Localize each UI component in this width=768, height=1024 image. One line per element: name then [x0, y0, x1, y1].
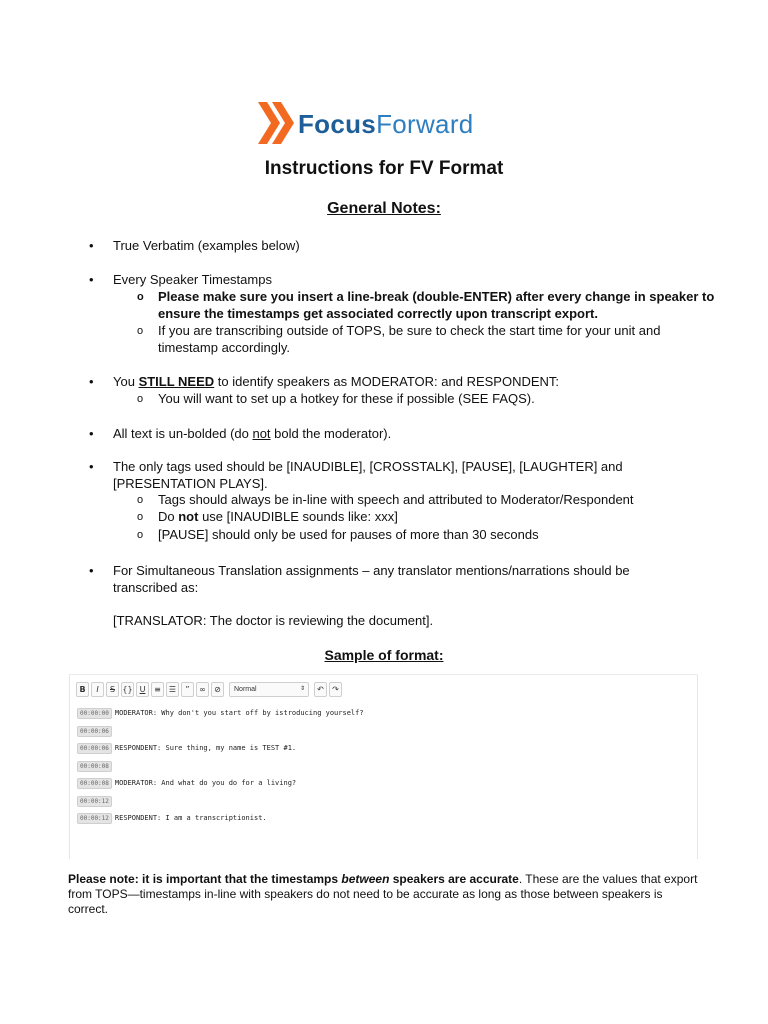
sub-bullet-icon: o	[137, 393, 144, 405]
sub-list-item: Please make sure you insert a line-break (double-ENTER) after every change in speaker to ensure the timestamps get associated correctly upon transcript export.	[158, 289, 715, 321]
underline-button[interactable]: U	[136, 682, 149, 697]
sub-bullet-icon: o	[137, 325, 144, 337]
list-item: The only tags used should be [INAUDIBLE], [CROSSTALK], [PAUSE], [LAUGHTER] and [PRESENTATION PLAYS].	[113, 459, 623, 491]
bullet-icon: •	[89, 563, 94, 578]
sub-bullet-icon: o	[137, 529, 144, 541]
editor-toolbar	[76, 681, 342, 697]
transcript-line: 00:00:00 MODERATOR: Why don't you start off by istroducing yourself?	[77, 708, 364, 719]
timestamp-badge[interactable]: 00:00:00	[77, 708, 112, 719]
transcript-line: 00:00:08 MODERATOR: And what do you do for a living?	[77, 778, 296, 789]
list-item: All text is un-bolded (do not bold the moderator).	[113, 426, 392, 441]
redo-button[interactable]: ↷	[329, 682, 342, 697]
bullet-icon: •	[89, 238, 94, 253]
general-notes-heading: General Notes:	[327, 200, 441, 217]
sub-list-item: Do not use [INAUDIBLE sounds like: xxx]	[158, 509, 398, 524]
sub-list-item: [PAUSE] should only be used for pauses of more than 30 seconds	[158, 527, 539, 542]
transcript-line	[77, 761, 115, 772]
link-icon[interactable]: ∞	[196, 682, 209, 697]
undo-button[interactable]: ↶	[314, 682, 327, 697]
sub-list-item: You will want to set up a hotkey for these if possible (SEE FAQS).	[158, 391, 535, 406]
logo-word-focus: Focus	[298, 109, 377, 139]
sub-list-item: If you are transcribing outside of TOPS, be sure to check the start time for your unit and timestamp accordingly.	[158, 323, 661, 355]
translator-example: [TRANSLATOR: The doctor is reviewing the document].	[113, 613, 434, 628]
transcript-line: 00:00:12 RESPONDENT: I am a transcriptionist.	[77, 813, 267, 824]
transcript-line	[77, 726, 115, 737]
bullet-icon: •	[89, 272, 94, 287]
sample-format-heading: Sample of format:	[324, 647, 444, 663]
list-item: True Verbatim (examples below)	[113, 238, 300, 253]
format-select[interactable]: Normal ⇕	[229, 682, 309, 697]
strikethrough-button[interactable]: S	[106, 682, 119, 697]
logo-word-forward: Forward	[376, 109, 474, 139]
sub-bullet-icon: o	[137, 494, 144, 506]
unlink-icon[interactable]: ⊘	[211, 682, 224, 697]
timestamp-badge[interactable]: 00:00:12	[77, 813, 112, 824]
bullet-icon: •	[89, 459, 94, 474]
timestamp-note: Please note: it is important that the timestamps between speakers are accurate. These are the values that export from TOPS—timestamps in-line with speakers do not need to be accurate as long as those between speakers is correct.	[68, 872, 698, 916]
sub-bullet-icon: o	[137, 511, 144, 523]
transcript-editor-sample	[69, 674, 698, 859]
timestamp-badge[interactable]: 00:00:08	[77, 761, 112, 772]
sub-bullet-icon: o	[137, 291, 144, 303]
timestamp-badge[interactable]: 00:00:12	[77, 796, 112, 807]
numbered-list-button[interactable]: ☰	[166, 682, 179, 697]
page-title: Instructions for FV Format	[264, 158, 504, 179]
list-item: Every Speaker Timestamps	[113, 272, 272, 287]
bold-button[interactable]: B	[76, 682, 89, 697]
italic-button[interactable]: I	[91, 682, 104, 697]
bullet-icon: •	[89, 374, 94, 389]
sub-list-item: Tags should always be in-line with speech and attributed to Moderator/Respondent	[158, 492, 634, 507]
code-button[interactable]: {}	[121, 682, 134, 697]
transcript-line	[77, 796, 115, 807]
bullet-icon: •	[89, 426, 94, 441]
quote-button[interactable]: ”	[181, 682, 194, 697]
timestamp-badge[interactable]: 00:00:06	[77, 726, 112, 737]
list-item: You STILL NEED to identify speakers as MODERATOR: and RESPONDENT:	[113, 374, 560, 389]
timestamp-badge[interactable]: 00:00:06	[77, 743, 112, 754]
bullet-list-button[interactable]: ≡	[151, 682, 164, 697]
list-item: For Simultaneous Translation assignments – any translator mentions/narrations should be transcribed as:	[113, 563, 630, 595]
timestamp-badge[interactable]: 00:00:08	[77, 778, 112, 789]
transcript-line: 00:00:06 RESPONDENT: Sure thing, my name is TEST #1.	[77, 743, 296, 754]
